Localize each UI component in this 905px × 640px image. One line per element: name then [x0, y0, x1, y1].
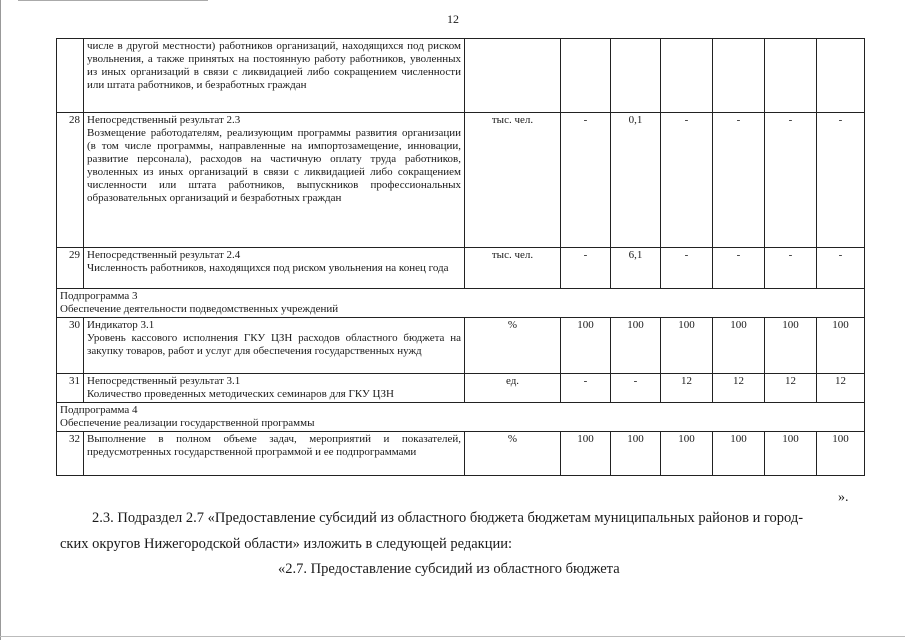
row-unit	[465, 39, 561, 113]
scan-edge-line	[0, 636, 905, 637]
subsection-heading: «2.7. Предоставление субсидий из областного бюджета	[278, 561, 620, 577]
row-number	[57, 39, 84, 113]
value-cell: -	[817, 248, 865, 289]
subprogram-cell	[57, 403, 865, 432]
value-cell: 12	[765, 374, 817, 403]
closing-quote: ».	[838, 490, 849, 505]
subprogram-name: Обеспечение деятельности подведомственных учреждений	[60, 303, 339, 315]
value-cell: -	[765, 113, 817, 248]
value-cell: 100	[561, 432, 611, 476]
row-description	[84, 318, 465, 374]
value-cell: -	[561, 374, 611, 403]
value-cell: -	[561, 248, 611, 289]
table-row	[57, 374, 865, 403]
value-cell: -	[713, 113, 765, 248]
row-title: Непосредственный результат 2.3	[87, 114, 241, 126]
value-cell: 100	[817, 432, 865, 476]
row-description	[84, 374, 465, 403]
indicators-table	[56, 38, 865, 476]
value-cell: 100	[561, 318, 611, 374]
value-cell: 100	[661, 432, 713, 476]
row-title: Непосредственный результат 2.4	[87, 249, 241, 261]
paragraph-2-3-line-1: 2.3. Подраздел 2.7 «Предоставление субсидий из областного бюджета бюджетам муниципальных районов и город-	[92, 510, 804, 526]
table-row	[57, 318, 865, 374]
value-cell: -	[561, 113, 611, 248]
row-unit: %	[465, 318, 561, 374]
value-cell: 12	[661, 374, 713, 403]
value-cell: 100	[611, 318, 661, 374]
row-number: 32	[57, 432, 84, 476]
value-cell: 100	[765, 318, 817, 374]
value-cell	[817, 39, 865, 113]
value-cell: 100	[713, 432, 765, 476]
row-number: 30	[57, 318, 84, 374]
row-unit: тыс. чел.	[465, 113, 561, 248]
value-cell: 100	[611, 432, 661, 476]
row-text: Возмещение работодателям, реализующим программы развития организации (в том числе программы, направленные на импортозамещение, инновации, развитие персонала), расходов на частичную оплату труда работников, уволенных из иных организаций в связи с ликвидацией либо сокращением численности или штата работников, выпускников профессиональных образовательных организаций и безработных граждан	[87, 127, 461, 204]
table-row	[57, 39, 865, 113]
subprogram-row	[57, 289, 865, 318]
row-number: 31	[57, 374, 84, 403]
value-cell: 100	[817, 318, 865, 374]
value-cell: -	[817, 113, 865, 248]
value-cell	[765, 39, 817, 113]
value-cell: 12	[817, 374, 865, 403]
scan-edge-line	[0, 0, 1, 640]
value-cell: 6,1	[611, 248, 661, 289]
value-cell: 100	[765, 432, 817, 476]
value-cell: 0,1	[611, 113, 661, 248]
value-cell: -	[661, 113, 713, 248]
row-number: 28	[57, 113, 84, 248]
row-title: Индикатор 3.1	[87, 319, 155, 331]
value-cell	[713, 39, 765, 113]
scan-edge-line	[18, 0, 208, 1]
value-cell: 100	[713, 318, 765, 374]
table-row	[57, 113, 865, 248]
value-cell	[661, 39, 713, 113]
row-text: Количество проведенных методических семинаров для ГКУ ЦЗН	[87, 388, 394, 400]
value-cell: -	[611, 374, 661, 403]
value-cell: 12	[713, 374, 765, 403]
subprogram-cell	[57, 289, 865, 318]
row-number: 29	[57, 248, 84, 289]
row-text: Уровень кассового исполнения ГКУ ЦЗН расходов областного бюджета на закупку товаров, работ и услуг для обеспечения государственных нужд	[87, 332, 461, 357]
table-row	[57, 248, 865, 289]
row-unit: %	[465, 432, 561, 476]
row-unit: тыс. чел.	[465, 248, 561, 289]
value-cell: -	[661, 248, 713, 289]
subprogram-name: Обеспечение реализации государственной программы	[60, 417, 315, 429]
paragraph-2-3-line-2: ских округов Нижегородской области» изложить в следующей редакции:	[60, 536, 512, 552]
subprogram-row	[57, 403, 865, 432]
row-description	[84, 113, 465, 248]
value-cell: 100	[661, 318, 713, 374]
page-number: 12	[447, 12, 459, 26]
subprogram-title: Подпрограмма 3	[60, 290, 138, 302]
value-cell	[561, 39, 611, 113]
row-description	[84, 432, 465, 476]
value-cell: -	[713, 248, 765, 289]
row-unit: ед.	[465, 374, 561, 403]
row-title: Непосредственный результат 3.1	[87, 375, 241, 387]
row-text: Выполнение в полном объеме задач, мероприятий и показателей, предусмотренных государственной программой и ее подпрограммами	[87, 433, 461, 458]
table-row	[57, 432, 865, 476]
row-text: Численность работников, находящихся под риском увольнения на конец года	[87, 262, 449, 274]
value-cell: -	[765, 248, 817, 289]
row-description	[84, 248, 465, 289]
subprogram-title: Подпрограмма 4	[60, 404, 138, 416]
value-cell	[611, 39, 661, 113]
row-description: числе в другой местности) работников организаций, находящихся под риском увольнения, а также принятых на постоянную работу работников, уволенных из иных организаций в связи с ликвидацией либо сокращением численности или штата работников, и безработных граждан	[84, 39, 465, 113]
